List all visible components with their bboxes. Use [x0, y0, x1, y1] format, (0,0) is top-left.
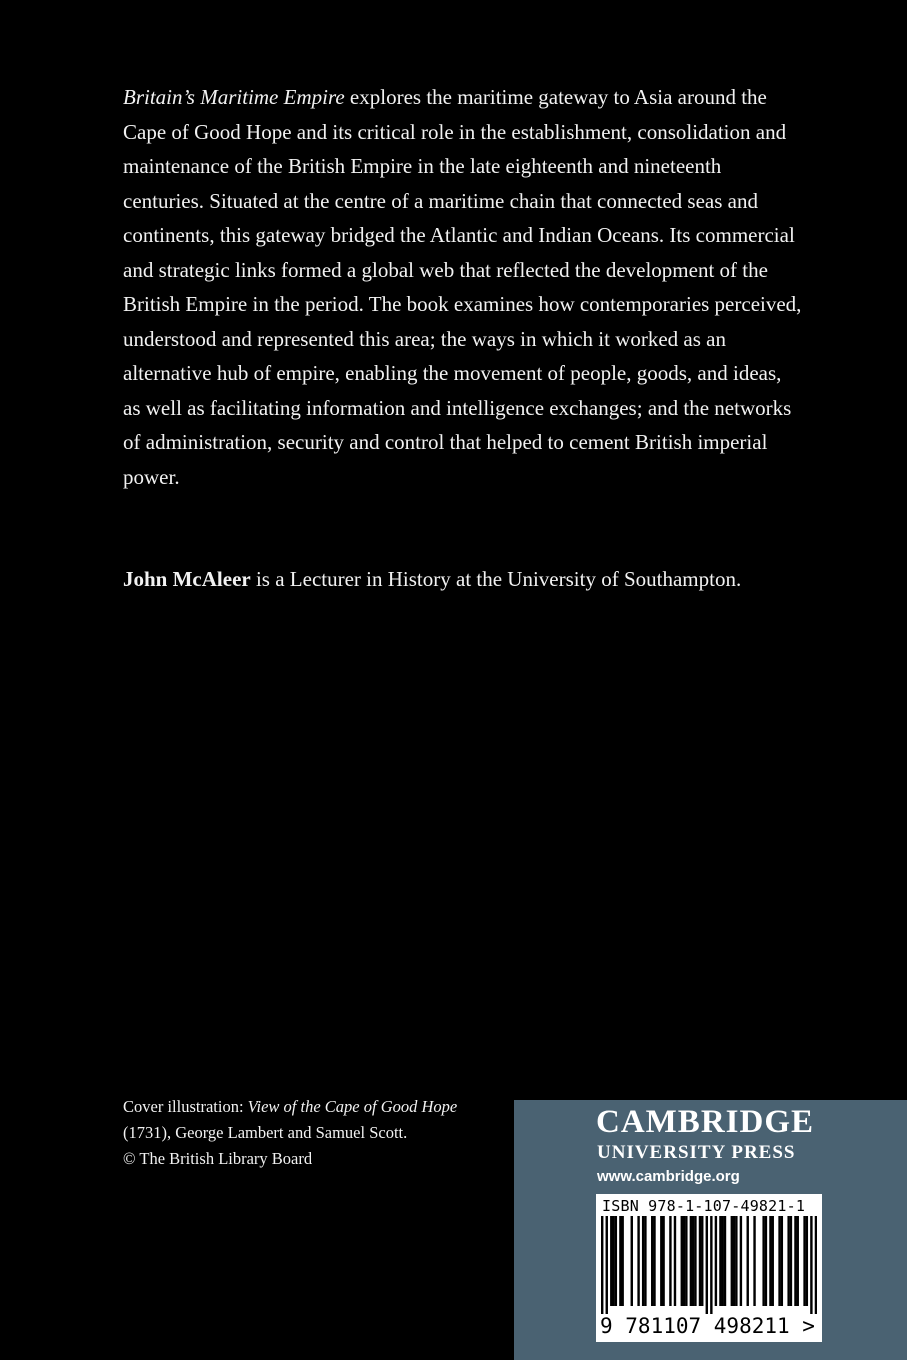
credit-copyright: © The British Library Board — [123, 1149, 313, 1168]
barcode-bar — [653, 1216, 655, 1306]
cover-credit — [123, 1094, 493, 1172]
isbn-label: ISBN 978-1-107-49821-1 — [602, 1197, 806, 1215]
publisher-press: UNIVERSITY PRESS — [597, 1142, 796, 1163]
barcode-bar — [621, 1216, 623, 1306]
author-bio — [123, 562, 823, 596]
barcode-bar — [778, 1216, 780, 1306]
barcode-bar — [733, 1216, 735, 1306]
blurb-text: explores the maritime gateway to Asia around the Cape of Good Hope and its critical role in the establishment, consolidation and maintenance of the British Empire in the late eighteenth and nineteenth centuries. Situated at the centre of a maritime chain that connected seas and continents, this gateway bridged the Atlantic and Indian Oceans. Its commercial and strategic links formed a global web that reflected the development of the British Empire in the period. The book examines how contemporaries perceived, understood and represented this area; the ways in which it worked as an alternative hub of empire, enabling the movement of people, goods, and ideas, as well as facilitating information and intelligence exchanges; and the networks of administration, security and control that helped to cement British imperial power. — [123, 85, 802, 489]
barcode-bar — [806, 1216, 808, 1306]
barcode-bar — [797, 1216, 799, 1306]
author-name: John McAleer — [123, 567, 251, 591]
barcode-bar — [740, 1216, 742, 1306]
back-cover-blurb — [123, 80, 803, 494]
barcode-bar — [719, 1216, 721, 1306]
barcode-bar — [606, 1216, 608, 1314]
barcode-block — [596, 1194, 822, 1342]
barcode-bar — [803, 1216, 805, 1306]
barcode-bar — [681, 1216, 683, 1306]
barcode-bar — [762, 1216, 764, 1306]
barcode-bar — [747, 1216, 749, 1306]
barcode-bar — [651, 1216, 653, 1306]
barcode-bar — [772, 1216, 774, 1306]
barcode-bar — [781, 1216, 783, 1306]
barcode-digits: 9 781107 498211 > — [600, 1314, 815, 1338]
barcode-bar — [722, 1216, 724, 1306]
barcode-bar — [601, 1216, 603, 1314]
barcode-bar — [685, 1216, 687, 1306]
barcode-bar — [753, 1216, 755, 1306]
barcode-bar — [619, 1216, 621, 1306]
barcode-bar — [674, 1216, 676, 1306]
barcode-bar — [765, 1216, 767, 1306]
barcode-bar — [701, 1216, 703, 1306]
barcode-bar — [794, 1216, 796, 1306]
barcode-bar — [715, 1216, 717, 1306]
barcode-bar — [694, 1216, 696, 1306]
barcode-bar — [660, 1216, 662, 1306]
credit-artists: (1731), George Lambert and Samuel Scott. — [123, 1123, 408, 1142]
publisher-name: CAMBRIDGE — [596, 1104, 815, 1140]
barcode-bar — [731, 1216, 733, 1306]
barcode-bar — [724, 1216, 726, 1306]
barcode-bar — [787, 1216, 789, 1306]
barcode-bar — [706, 1216, 708, 1314]
barcode-bar — [631, 1216, 633, 1306]
author-bio-text: is a Lecturer in History at the University of Southampton. — [250, 567, 742, 591]
barcode-bar — [815, 1216, 817, 1314]
barcode-bar — [610, 1216, 612, 1306]
credit-prefix: Cover illustration: — [123, 1097, 248, 1116]
barcode-bar — [690, 1216, 692, 1306]
publisher-panel — [514, 1100, 907, 1360]
barcode-bar — [683, 1216, 685, 1306]
barcode-bar — [615, 1216, 617, 1306]
barcode-bar — [612, 1216, 614, 1306]
book-title: Britain’s Maritime Empire — [123, 85, 345, 109]
barcode-bar — [710, 1216, 712, 1314]
barcode-bar — [637, 1216, 639, 1306]
barcode-bar — [642, 1216, 644, 1306]
barcode-bar — [692, 1216, 694, 1306]
barcode-bar — [769, 1216, 771, 1306]
barcode-bar — [699, 1216, 701, 1306]
publisher-url: www.cambridge.org — [597, 1168, 740, 1185]
barcode-bar — [790, 1216, 792, 1306]
barcode-bar — [810, 1216, 812, 1314]
barcode-bar — [662, 1216, 664, 1306]
credit-work-title: View of the Cape of Good Hope — [247, 1097, 458, 1116]
barcode-bar — [644, 1216, 646, 1306]
barcode-bar — [669, 1216, 671, 1306]
barcode — [601, 1216, 817, 1314]
barcode-bar — [735, 1216, 737, 1306]
